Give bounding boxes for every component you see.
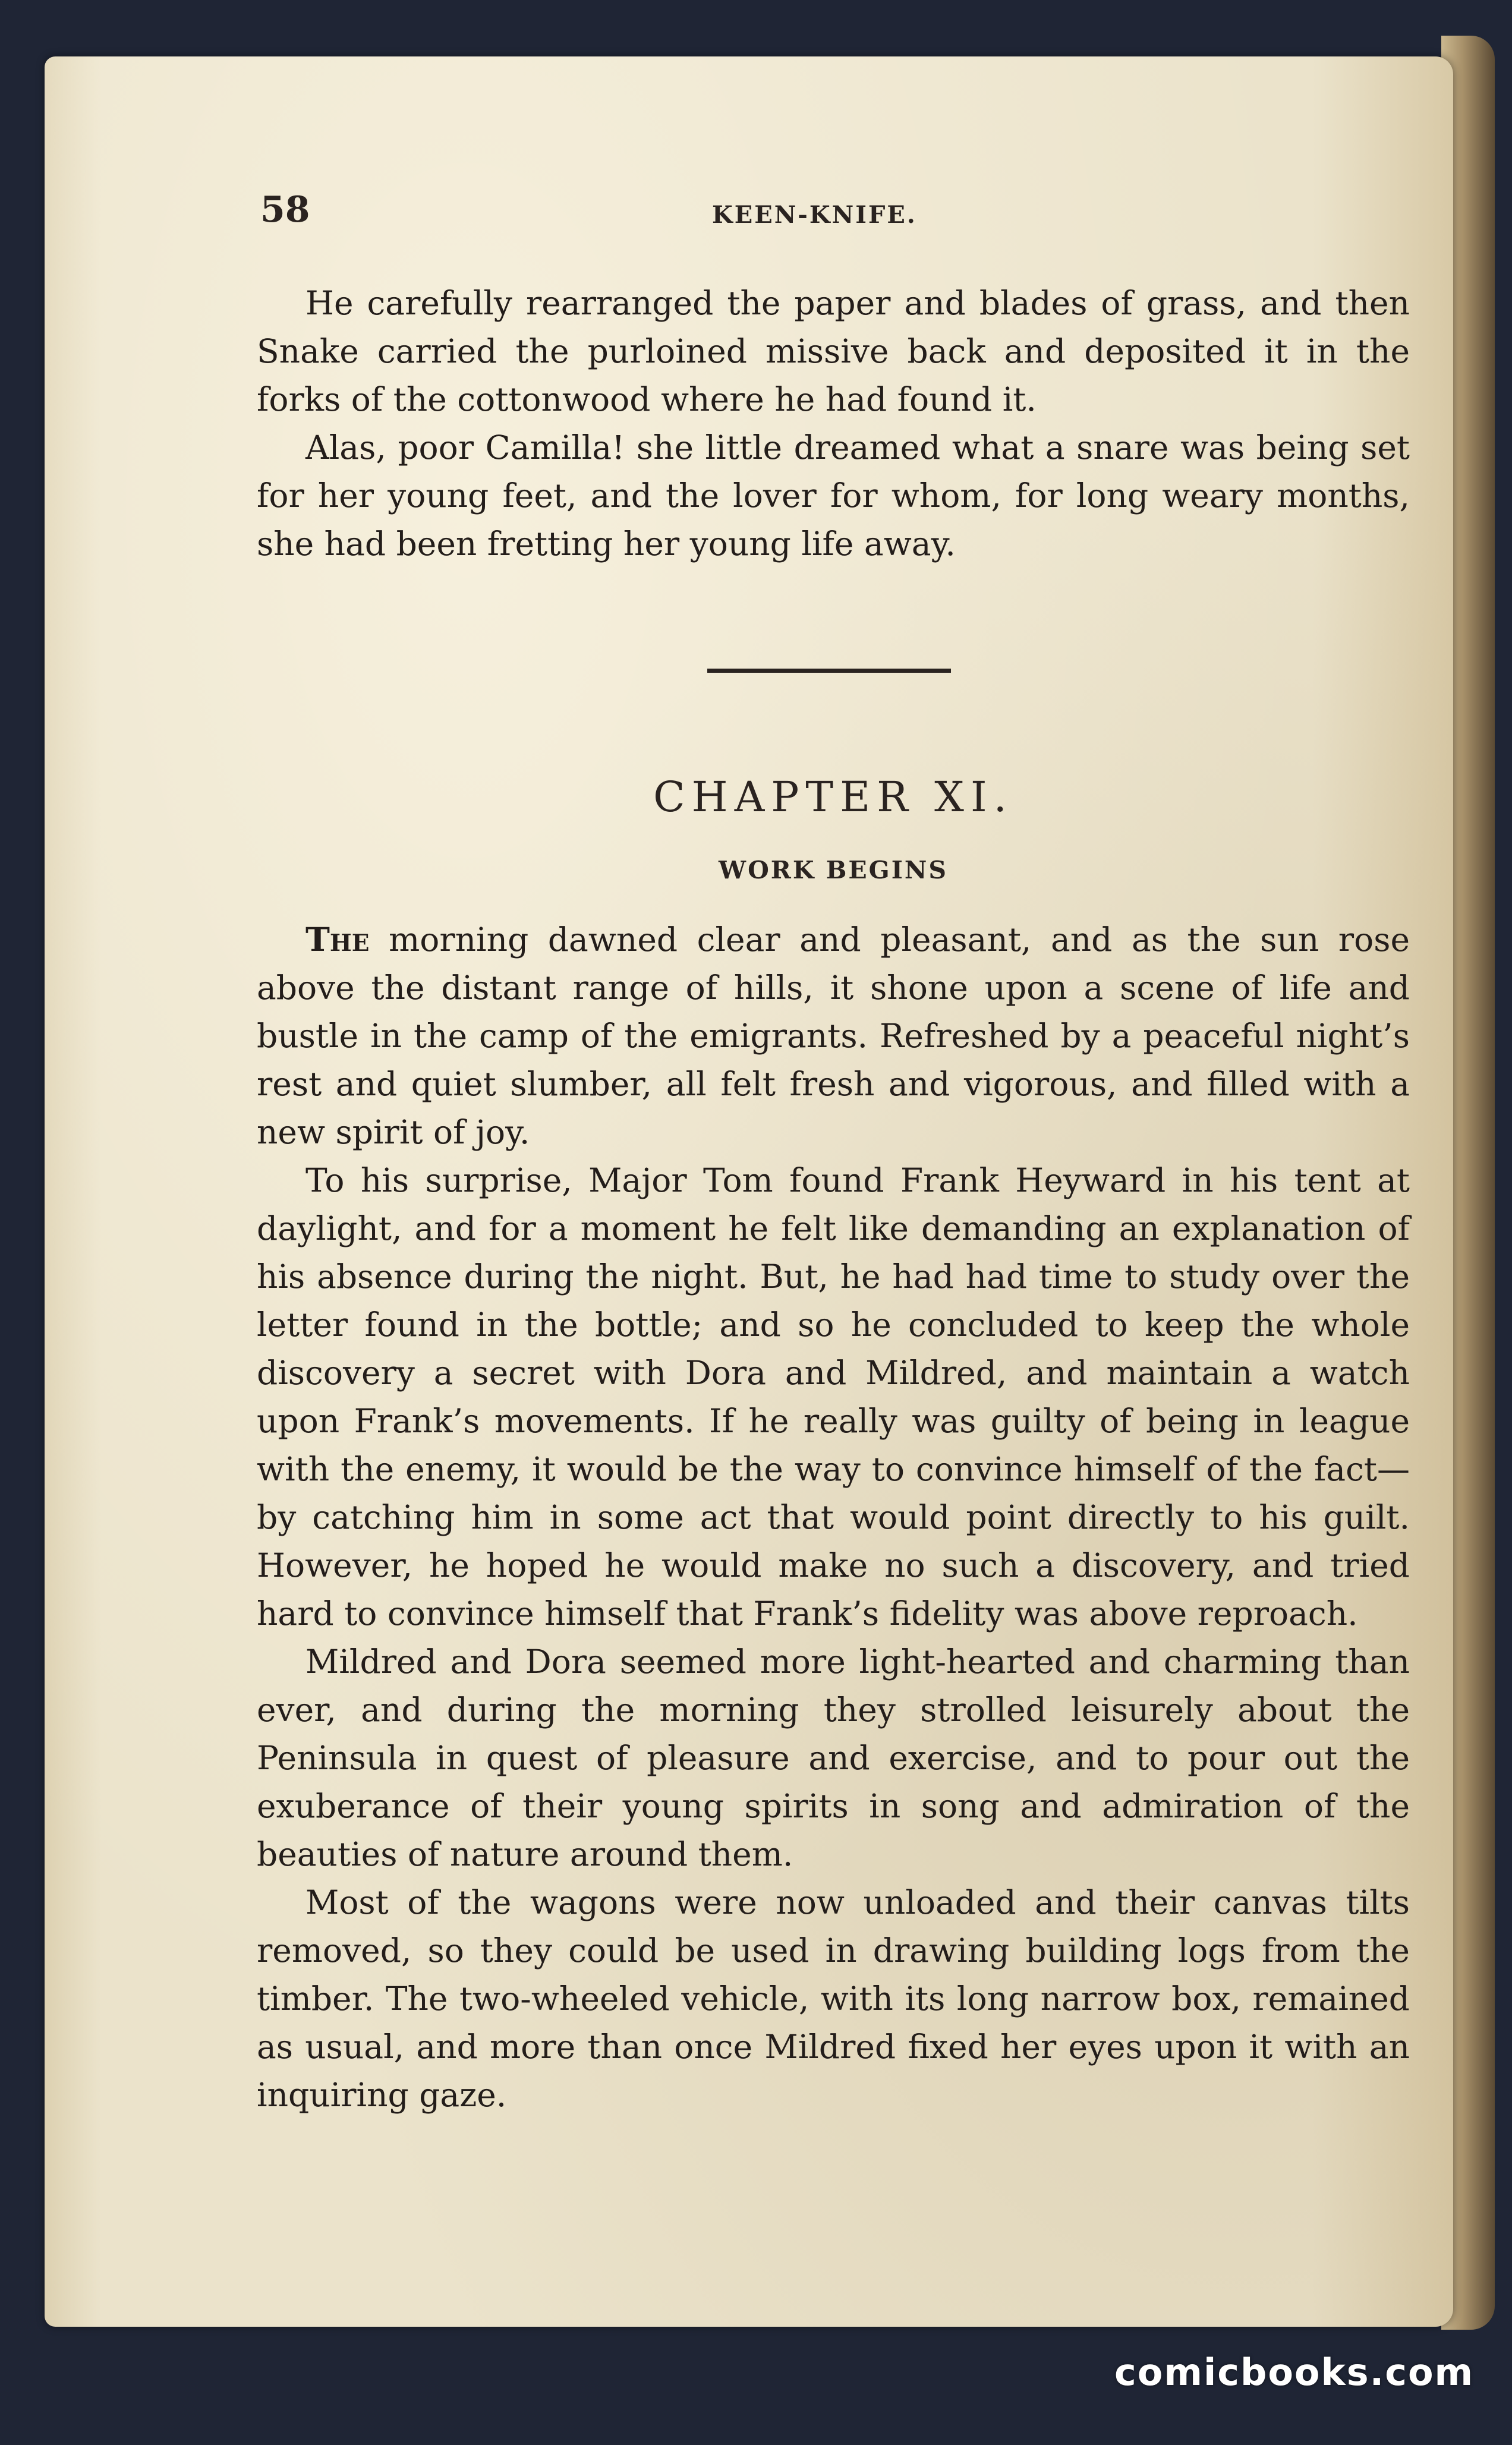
paragraph: To his surprise, Major Tom found Frank Heyward in his tent at daylight, and for a moment he felt like demanding an explanation of his absence during the night. But, he had had time to study over the letter found in the bottle; and so he concluded to keep the whole discovery a secret with Dora and Mildred, and maintain a watch upon Frank’s movements. If he really was guilty of being in league with the enemy, it would be the way to convince himself of the fact—by catching him in some act that would point directly to his guilt. However, he hoped he would make no such a discovery, and tried hard to convince himself that Frank’s fidelity was above reproach. — [257, 1161, 1410, 1633]
paragraph-text: morning dawned clear and pleasant, and as the sun rose above the distant range of hills, it shone upon a scene of life and bustle in the camp of the emigrants. Refreshed by a peaceful night’s rest and quiet slumber, all felt fresh and vigorous, and filled with a new spirit of joy. — [257, 921, 1410, 1151]
paragraph: Alas, poor Camilla! she little dreamed what a snare was being set for her young feet, and the lover for whom, for long weary months, she had been fretting her young life away. — [257, 428, 1410, 563]
page-number: 58 — [260, 189, 310, 231]
chapter-body — [257, 915, 1410, 2119]
watermark: comicbooks.com — [1114, 2351, 1475, 2394]
paragraph: Mildred and Dora seemed more light-hearted and charming than ever, and during the morning they strolled leisurely about the Peninsula in quest of pleasure and exercise, and to pour out the exuberance of their young spirits in song and admiration of the beauties of nature around them. — [257, 1643, 1410, 1873]
chapter-lead-word: The — [305, 920, 370, 959]
running-head-title: KEEN-KNIFE. — [712, 201, 917, 229]
running-head — [260, 189, 1419, 237]
paragraph — [257, 915, 1410, 1157]
section-divider-rule — [707, 669, 951, 673]
chapter-title: CHAPTER XI. — [653, 773, 1013, 821]
paragraph: He carefully rearranged the paper and blades of grass, and then Snake carried the purloined missive back and deposited it in the forks of the cottonwood where he had found it. — [257, 284, 1410, 418]
chapter-subtitle: WORK BEGINS — [719, 856, 948, 884]
previous-chapter-ending — [257, 279, 1410, 568]
paragraph: Most of the wagons were now unloaded and their canvas tilts removed, so they could be used in drawing building logs from the timber. The two-wheeled vehicle, with its long narrow box, remained as usual, and more than once Mildred fixed her eyes upon it with an inquiring gaze. — [257, 1883, 1410, 2114]
